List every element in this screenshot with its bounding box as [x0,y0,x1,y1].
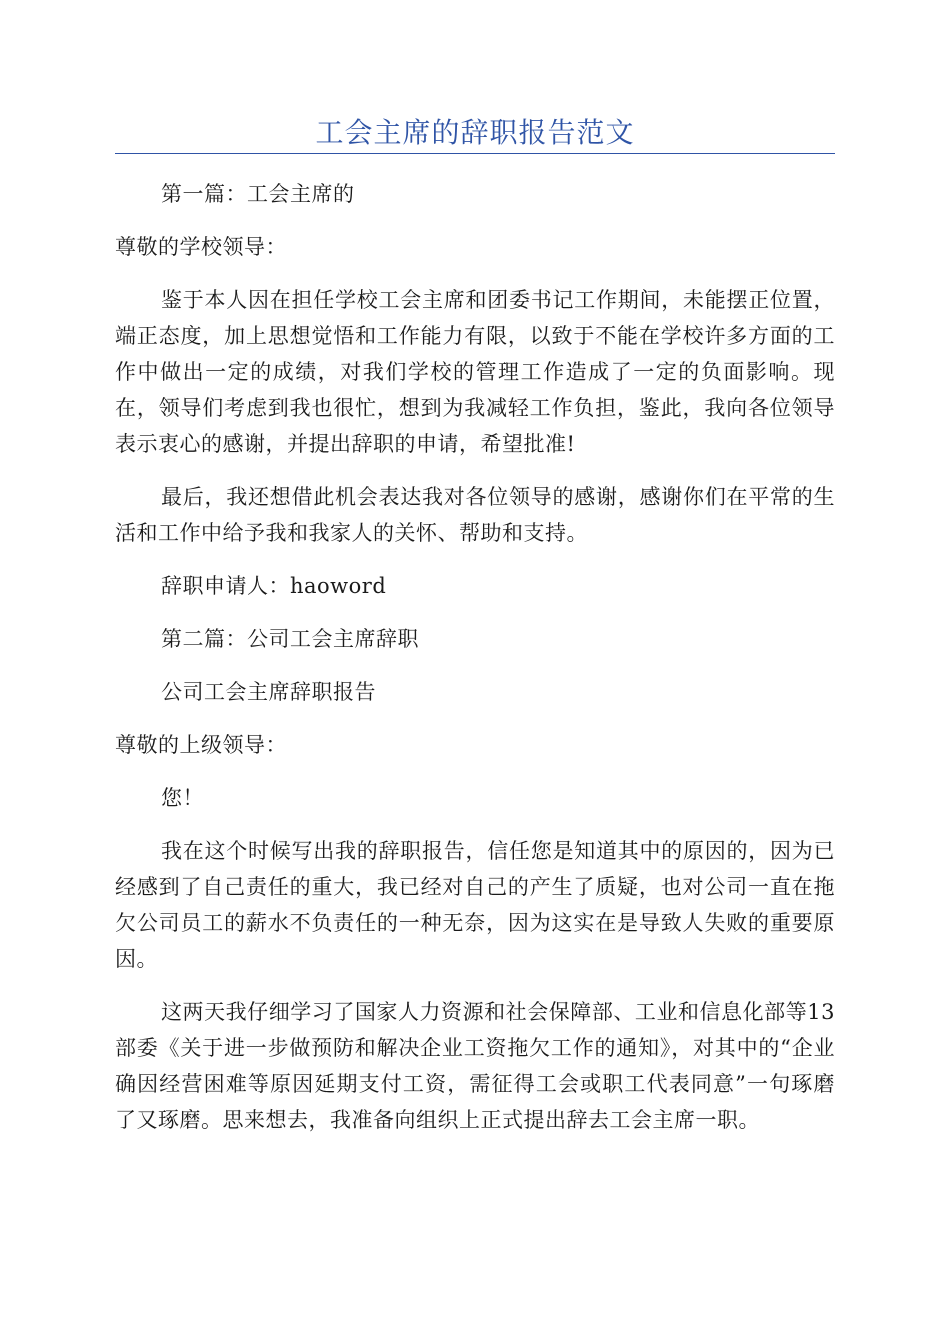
body-paragraph: 鉴于本人因在担任学校工会主席和团委书记工作期间，未能摆正位置，端正态度，加上思想觉悟和工作能力有限，以致于不能在学校许多方面的工作中做出一定的成绩，对我们学校的管理工作造成了一定的负面影响。现在，领导们考虑到我也很忙，想到为我减轻工作负担，鉴此，我向各位领导表示衷心的感谢，并提出辞职的申请，希望批准! [115,288,835,456]
salutation-2: 尊敬的上级领导： [115,733,287,757]
body-paragraph: 这两天我仔细学习了国家人力资源和社会保障部、工业和信息化部等13部委《关于进一步做预防和解决企业工资拖欠工作的通知》，对其中的“企业确因经营困难等原因延期支付工资，需征得工会或职工代表同意”一句琢磨了又琢磨。思来想去，我准备向组织上正式提出辞去工会主席一职。 [115,1000,835,1132]
body-paragraph: 我在这个时候写出我的辞职报告，信任您是知道其中的原因的，因为已经感到了自己责任的重大，我已经对自己的产生了质疑，也对公司一直在拖欠公司员工的薪水不负责任的一种无奈，因为这实在是导致人失败的重要原因。 [115,839,835,971]
document-title: 工会主席的辞职报告范文 [315,116,635,149]
document-body [115,176,835,1138]
section-heading-1: 第一篇：工会主席的 [161,182,355,206]
greeting: 您！ [161,786,204,810]
report-subtitle: 公司工会主席辞职报告 [161,680,376,704]
salutation-1: 尊敬的学校领导： [115,235,287,259]
body-paragraph: 最后，我还想借此机会表达我对各位领导的感谢，感谢你们在平常的生活和工作中给予我和我家人的关怀、帮助和支持。 [115,485,835,545]
signature-line: 辞职申请人：haoword [161,574,387,598]
section-heading-2: 第二篇：公司工会主席辞职 [161,627,419,651]
title-underline [115,153,835,154]
